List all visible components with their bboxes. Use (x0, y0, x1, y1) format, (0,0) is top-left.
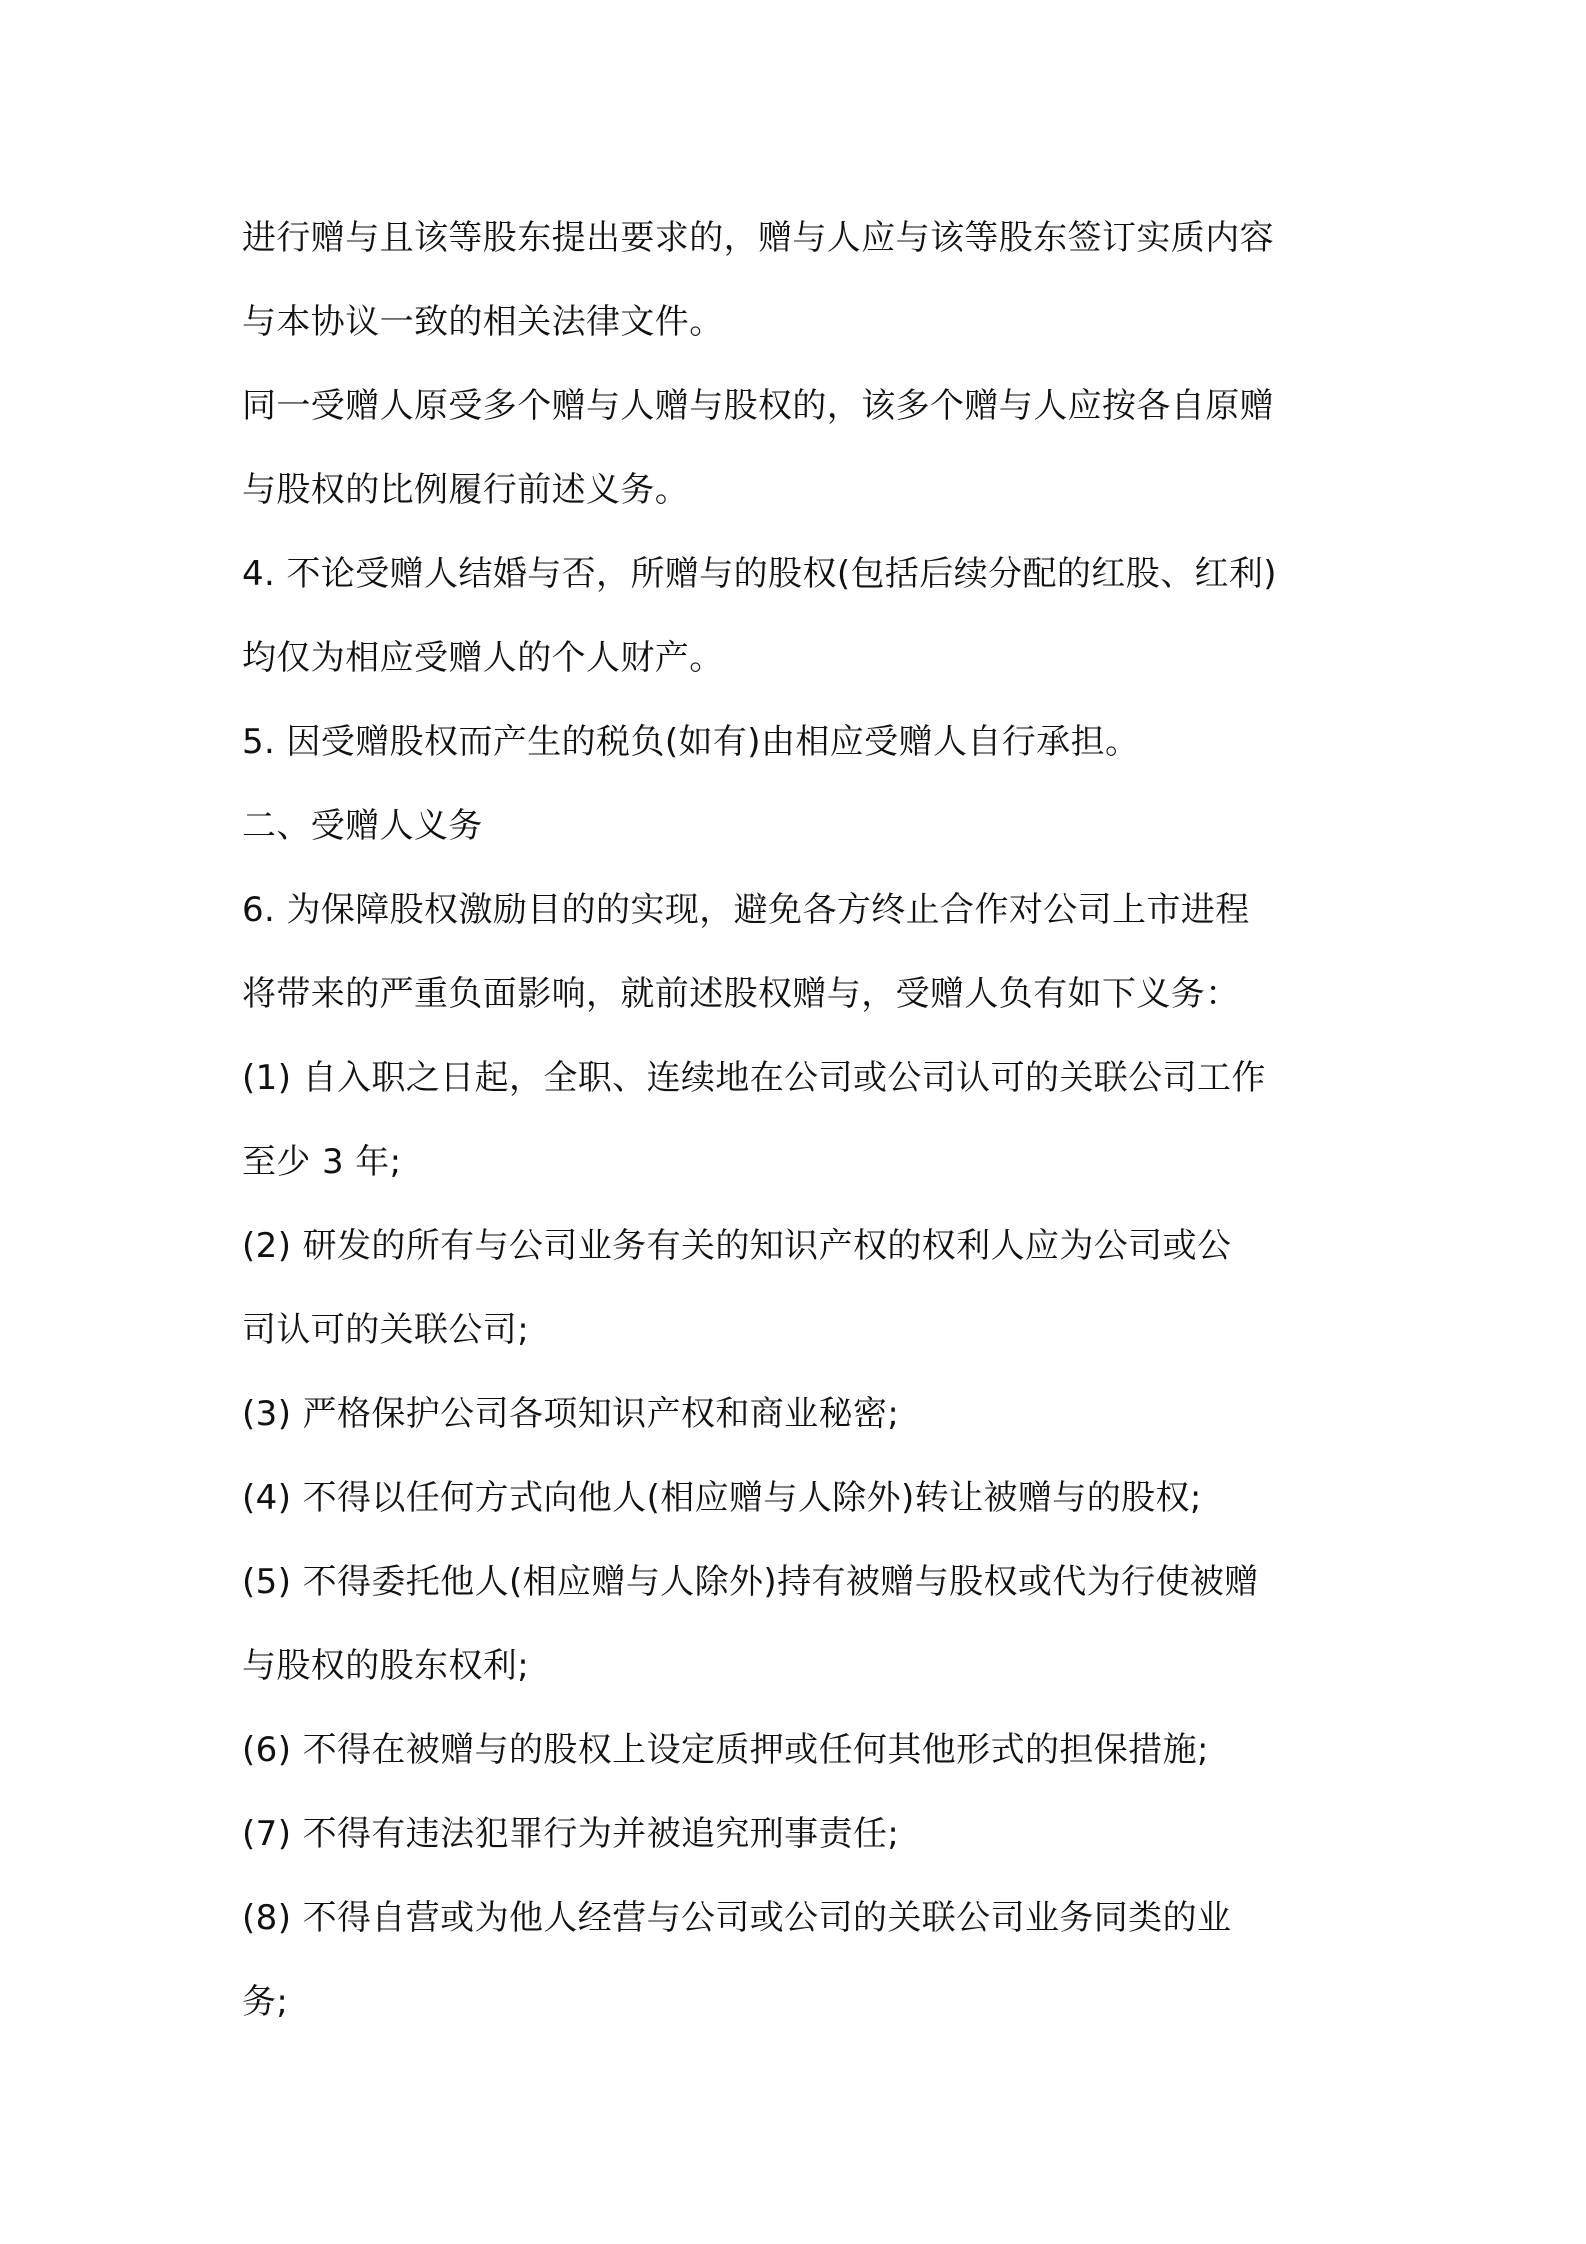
obligation-item-5 (242, 1540, 1362, 1708)
clause-5 (242, 700, 1362, 784)
obligation-item-6 (242, 1708, 1362, 1792)
text-line: 5. 因受赠股权而产生的税负(如有)由相应受赠人自行承担。 (242, 722, 1140, 762)
obligation-item-7 (242, 1792, 1362, 1876)
text-line: 务; (242, 1982, 289, 2022)
section-heading: 二、受赠人义务 (242, 806, 483, 846)
obligation-item-3 (242, 1372, 1362, 1456)
section-heading-recipient-obligations (242, 784, 1362, 868)
text-line: (4) 不得以任何方式向他人(相应赠与人除外)转让被赠与的股权; (242, 1478, 1202, 1518)
text-line: 司认可的关联公司; (242, 1310, 530, 1350)
text-line: 同一受赠人原受多个赠与人赠与股权的，该多个赠与人应按各自原赠 (242, 386, 1274, 426)
text-line: (6) 不得在被赠与的股权上设定质押或任何其他形式的担保措施; (242, 1730, 1209, 1770)
obligation-item-8 (242, 1876, 1362, 2044)
document-body (242, 196, 1362, 2044)
text-line: (1) 自入职之日起，全职、连续地在公司或公司认可的关联公司工作 (242, 1058, 1266, 1098)
obligation-item-2 (242, 1204, 1362, 1372)
text-line: 与股权的比例履行前述义务。 (242, 470, 690, 510)
obligation-item-1 (242, 1036, 1362, 1204)
text-line: (5) 不得委托他人(相应赠与人除外)持有被赠与股权或代为行使被赠 (242, 1562, 1259, 1602)
clause-4 (242, 532, 1362, 700)
clause-6 (242, 868, 1362, 1036)
paragraph-multiple-donors (242, 364, 1362, 532)
text-line: 进行赠与且该等股东提出要求的，赠与人应与该等股东签订实质内容 (242, 218, 1274, 258)
text-line: 6. 为保障股权激励目的的实现，避免各方终止合作对公司上市进程 (242, 890, 1250, 930)
text-line: 将带来的严重负面影响，就前述股权赠与，受赠人负有如下义务： (242, 974, 1240, 1014)
text-line: 与本协议一致的相关法律文件。 (242, 302, 724, 342)
text-line: (7) 不得有违法犯罪行为并被追究刑事责任; (242, 1814, 900, 1854)
text-line: 均仅为相应受赠人的个人财产。 (242, 638, 724, 678)
text-line: 至少 3 年; (242, 1142, 402, 1182)
text-line: 4. 不论受赠人结婚与否，所赠与的股权(包括后续分配的红股、红利) (242, 554, 1277, 594)
text-line: 与股权的股东权利; (242, 1646, 530, 1686)
text-line: (2) 研发的所有与公司业务有关的知识产权的权利人应为公司或公 (242, 1226, 1232, 1266)
text-line: (3) 严格保护公司各项知识产权和商业秘密; (242, 1394, 900, 1434)
paragraph-donation-agreement (242, 196, 1362, 364)
text-line: (8) 不得自营或为他人经营与公司或公司的关联公司业务同类的业 (242, 1898, 1232, 1938)
obligation-item-4 (242, 1456, 1362, 1540)
